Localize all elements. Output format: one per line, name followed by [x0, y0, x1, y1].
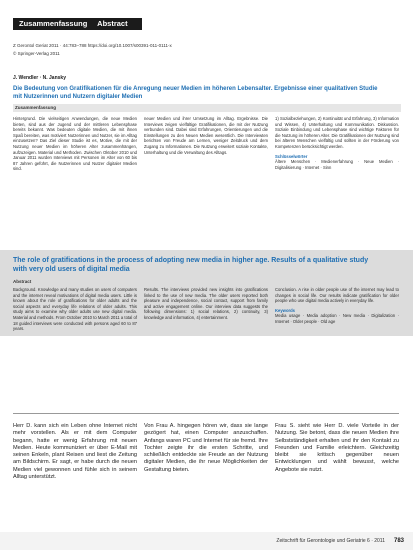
- abstract-english-heading: Abstract: [13, 279, 32, 284]
- body-col-1: Herr D. kann sich ein Leben ohne Internet nicht mehr vorstellen. Als er mit dem Computer begann, hatte er wenig Erfahrung mit neuen Medien. Heute kommuniziert er über E-Mail mit seinen Enkeln, plant Reisen und liest die Zeitung am Bildschirm. Er sagt, er habe durch die neuen Medien viel gewonnen und fühle sich in seinem Alltag unterstützt.: [13, 423, 137, 481]
- abstract-de-col-1: Hintergrund. Die vielseitigen Anwendungen, die neue Medien bieten, sind aus der Jugend und der mittleren Lebensphase bereits bekannt. Was bedeuten digitale Medien, die mit ihnen Spaß bereiten, was motiviert Nutzerinnen und Nutzer, sie im Alltag einzusetzen? Das Ziel dieser Studie ist es, Motive, die mit der Nutzung neuer Medien im höheren Alter zusammenhängen, aufzuzeigen. Material und Methoden. Zwischen Oktober 2010 und Januar 2011 wurden Interviews mit Personen im Alter von 60 bis 87 Jahren geführt, die Nutzerinnen und Nutzer digitaler Medien sind.: [13, 116, 137, 172]
- title-german: Die Bedeutung von Gratifikationen für die Anregung neuer Medien im höheren Lebensalter. Ergebnisse einer qualitativen Studie mit Nutzerinnen und Nutzern digitaler Medien: [13, 86, 378, 100]
- abstract-en-col-1: Background. Knowledge and many studies on users of computers and the internet reveal motivations of digital media users. Little is known about the role of gratifications for older adults and the social aspects and everyday life relations of older adults. This study aims to examine why older adults use new digital media. Material and methods. From October 2010 to March 2011 a total of 18 guided interviews were conducted with persons aged 60 to 87 years.: [13, 287, 137, 332]
- top-margin: [0, 0, 413, 16]
- abstract-de-col-3-text: 1) Sozialbeziehungen, 2) Kontinuität und Erfahrung, 3) Information und Wissen, 4) Unterhaltung und Kommunikation. Diskussion. Soziale Einbindung und Lebensphase sind wichtige Faktoren für die Nutzung im höheren Alter. Die Gratifikationen der Nutzung sind bei älteren Menschen vielfältig und sollten in der Förderung von Kompetenzen berücksichtigt werden.: [275, 116, 399, 149]
- title-english: The role of gratifications in the process of adopting new media in higher age. Results of a qualitative study with very old users of digital media: [13, 257, 369, 273]
- section-tabs: [13, 18, 142, 30]
- section-abstract: Abstract: [97, 19, 128, 28]
- abstract-en-col-3: [275, 287, 399, 325]
- doi-line: Z Gerontol Geriat 2011 · 44:783–788 https://doi.org/10.1007/s00391-011-0111-x: [13, 43, 172, 48]
- copyright: © Springer-Verlag 2011: [13, 51, 60, 56]
- abstract-german-heading: Zusammenfassung: [13, 104, 401, 112]
- body-col-3: Frau S. sieht wie Herr D. viele Vorteile in der Nutzung. Sie betont, dass die neuen Medien ihre Selbstständigkeit erhalten und ihr den Kontakt zu Freunden und Familie erleichtern. Gleichzeitig bleibt sie kritisch gegenüber neuen Entwicklungen und wählt bewusst, welche Angebote sie nutzt.: [275, 423, 399, 473]
- abstract-de-col-3: [275, 116, 399, 170]
- authors: J. Wendler · N. Jansky: [13, 75, 66, 81]
- keywords-de-label: Schlüsselwörter: [275, 153, 308, 159]
- body-col-2: Von Frau A. hingegen hören wir, dass sie lange gezögert hat, einen Computer anzuschaffen. Anfangs waren PC und Internet für sie fremd. Ihre Tochter zeigte ihr die ersten Schritte, und schließlich entdeckte sie Freude an der Nutzung digitaler Medien, die ihr neue Möglichkeiten der Gestaltung bieten.: [144, 423, 268, 473]
- keywords-en-label: Keywords: [275, 307, 296, 313]
- abstract-en-col-2: Results. The interviews provided new insights into gratifications linked to the use of new media. The older users reported both pleasure and independence, social contact, support from family and active engagement online. Our interview data suggests the following dimensions: 1) social relations, 2) continuity, 3) knowledge and information, 4) entertainment.: [144, 287, 268, 320]
- divider-rule: [13, 413, 399, 414]
- section-zusammenfassung: Zusammenfassung: [19, 19, 88, 28]
- journal-name: Zeitschrift für Gerontologie und Geriatrie 6 · 2011: [276, 538, 385, 544]
- abstract-de-col-2: neuer Medien und ihrer Umsetzung im Alltag. Ergebnisse. Die Interviews zeigen vielfältige Gratifikationen, die mit der Nutzung verbunden sind. Dabei sind Erfahrungen, Orientierungen und die Einstellungen zu den Neuen Medien wesentlich. Die Interviewten berichten von Freude am Lernen, weniger Zeitdruck und dem Zugang zu Informationen. Die Nutzung erweitert soziale Kontakte, Unterhaltung und die Verwaltung des Alltags.: [144, 116, 268, 155]
- page-number: 783: [393, 538, 404, 544]
- keywords-de: Ältere Menschen · Medienerfahrung · Neue Medien · Digitalisierung · Internet · Sinn: [275, 159, 399, 170]
- abstract-en-col-3-text: Conclusion. A rise in older people use of the internet may lead to changes in social life. Our results indicate gratification for older people who use digital media actively in everyday life.: [275, 287, 399, 304]
- keywords-en: Media usage · Media adoption · New media · Digitalization · Internet · Older people · Old age: [275, 313, 399, 324]
